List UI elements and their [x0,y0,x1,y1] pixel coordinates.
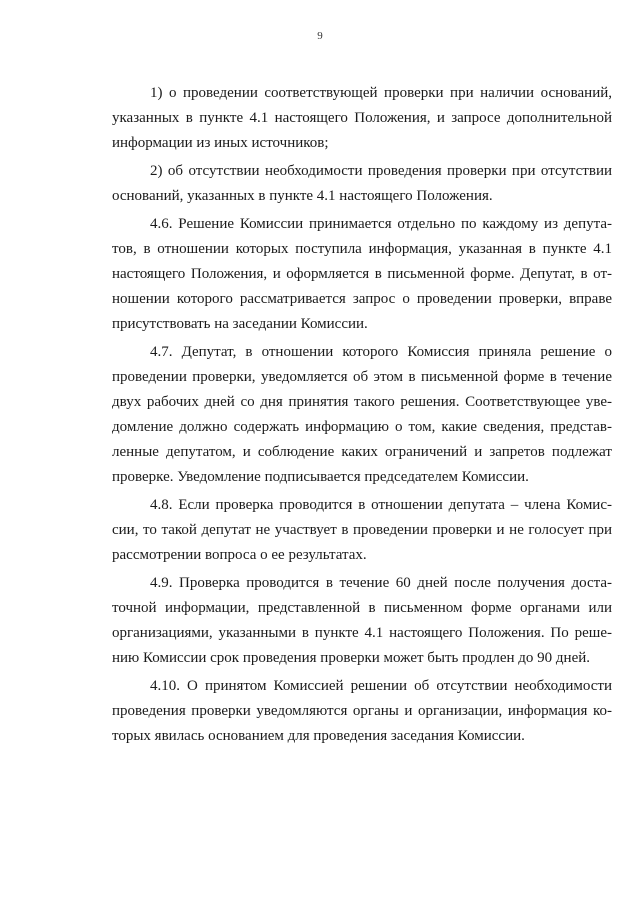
text-line: оснований, указанных в пункте 4.1 настоящего Положения. [112,188,493,204]
text-line: 4.8. Если проверка проводится в отношении депутата – члена Комис- [150,497,612,513]
paragraph [112,340,612,490]
text-line: присутствовать на заседании Комиссии. [112,316,368,332]
paragraph [112,493,612,568]
paragraph [112,159,612,209]
paragraph [112,571,612,671]
paragraph [112,81,612,156]
text-line: точной информации, представленной в письменном форме органами или [112,600,612,616]
text-line: 1) о проведении соответствующей проверки при наличии оснований, [150,85,612,101]
page-number: 9 [317,30,323,42]
text-line: сии, то такой депутат не участвует в проведении проверки и не голосует при [112,522,612,538]
text-line: тов, в отношении которых поступила информация, указанная в пункте 4.1 [112,241,612,257]
text-line: домление должно содержать информацию о том, какие сведения, представ- [112,419,612,435]
text-line: двух рабочих дней со дня принятия такого решения. Соответствующее уве- [112,394,612,410]
text-line: 4.10. О принятом Комиссией решении об отсутствии необходимости [150,678,612,694]
text-line: 4.6. Решение Комиссии принимается отдельно по каждому из депута- [150,216,612,232]
text-line: проведения проверки уведомляются органы и организации, информация ко- [112,703,612,719]
text-line: ношении которого рассматривается запрос о проведении проверки, вправе [112,291,612,307]
text-line: организациями, указанными в пункте 4.1 настоящего Положения. По реше- [112,625,612,641]
text-line: рассмотрении вопроса о ее результатах. [112,547,367,563]
text-line: проведении проверки, уведомляется об этом в письменной форме в течение [112,369,612,385]
text-line: информации из иных источников; [112,135,329,151]
paragraph [112,674,612,749]
paragraph [112,212,612,337]
document-body [112,81,612,752]
text-line: 2) об отсутствии необходимости проведения проверки при отсутствии [150,163,612,179]
text-line: указанных в пункте 4.1 настоящего Положения, и запросе дополнительной [112,110,612,126]
text-line: нию Комиссии срок проведения проверки может быть продлен до 90 дней. [112,650,591,666]
text-line: 4.7. Депутат, в отношении которого Комиссия приняла решение о [150,344,612,360]
text-line: проверке. Уведомление подписывается председателем Комиссии. [112,469,529,485]
text-line: настоящего Положения, и оформляется в письменной форме. Депутат, в от- [112,266,612,282]
text-line: торых явилась основанием для проведения заседания Комиссии. [112,728,525,744]
text-line: 4.9. Проверка проводится в течение 60 дней после получения доста- [150,575,612,591]
text-line: ленные депутатом, и соблюдение каких ограничений и запретов подлежат [112,444,612,460]
